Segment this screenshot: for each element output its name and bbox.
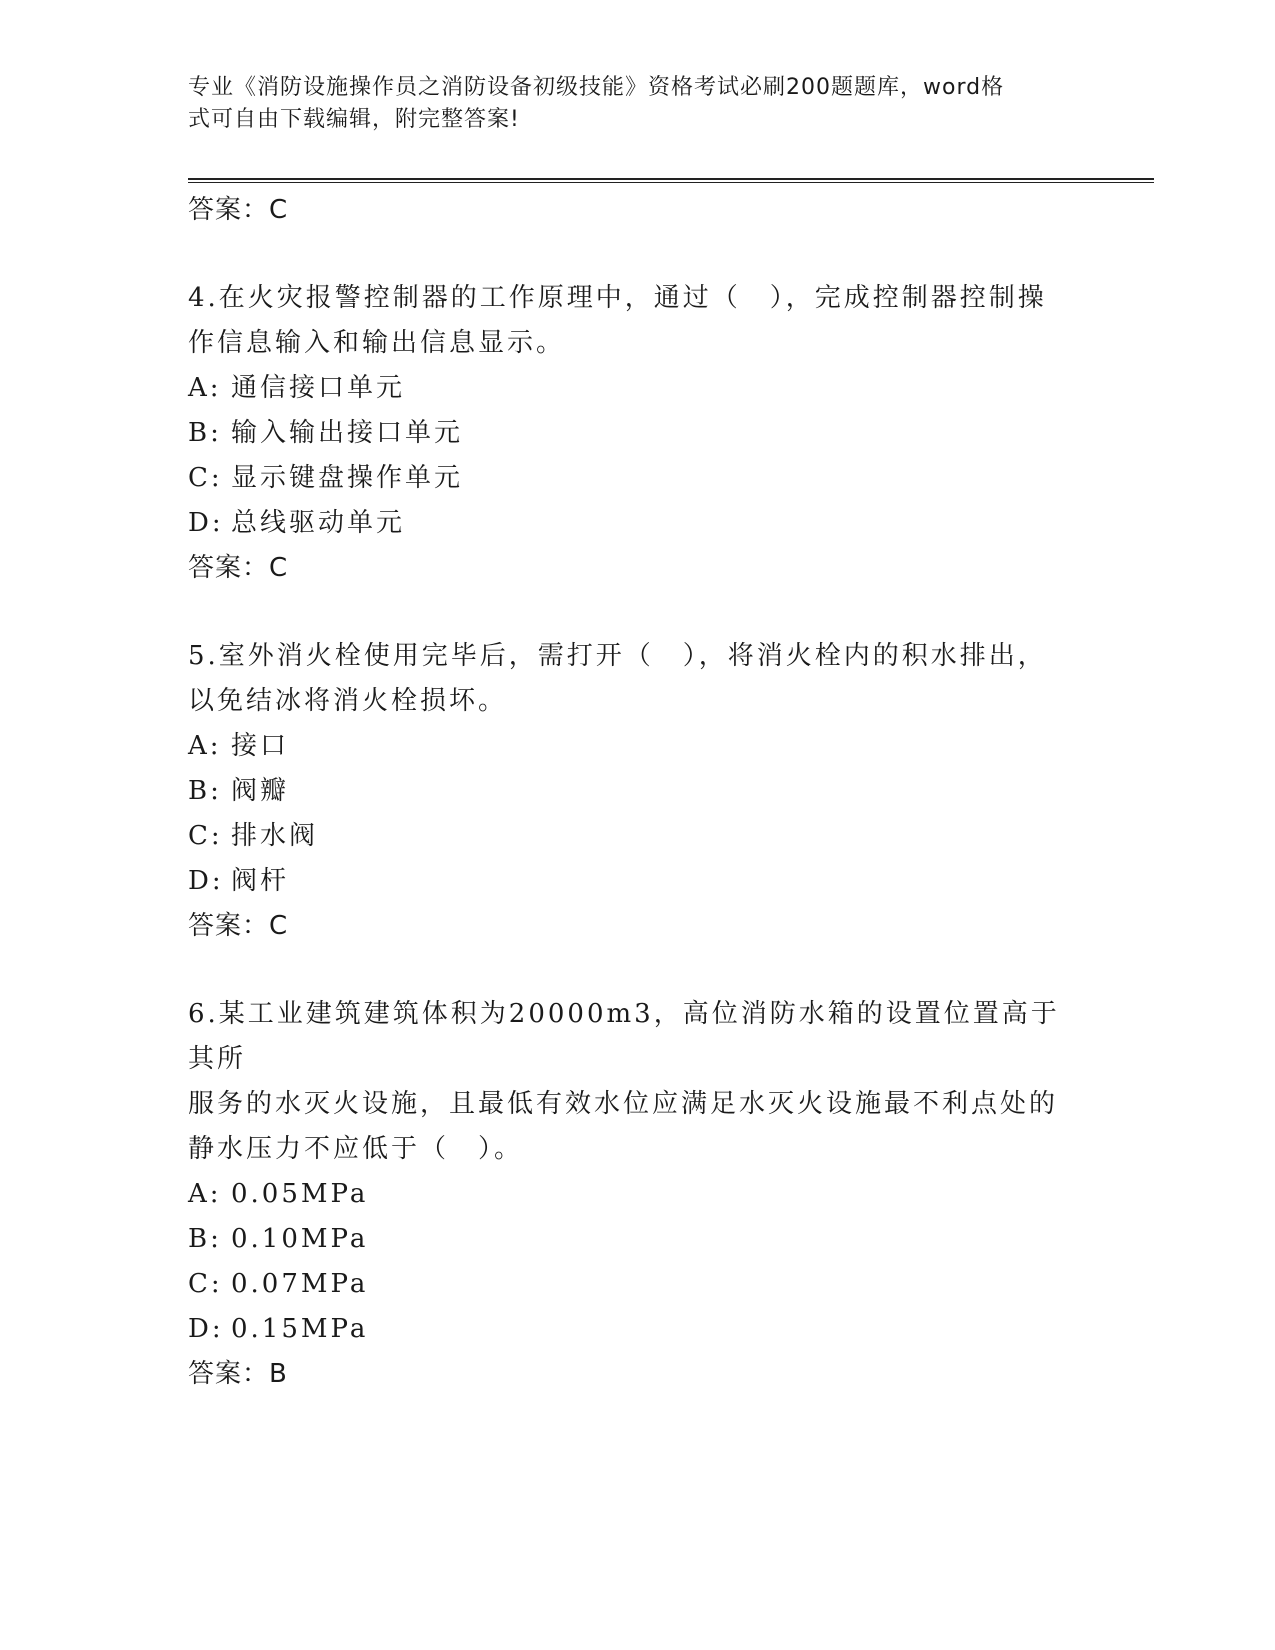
question-stem-line: 作信息输入和输出信息显示。 [188,328,566,358]
option-c [188,456,1088,501]
header-divider [188,178,1154,183]
header-line-2: 式可自由下载编辑，附完整答案! [188,107,520,132]
question-item [188,634,1088,949]
option-text: 阀杆 [231,866,290,896]
option-letter: B: [188,1224,222,1254]
option-letter: A: [188,731,222,761]
question-stem-line: 4.在火灾报警控制器的工作原理中，通过（ ），完成控制器控制操 [188,283,1047,313]
question-stem-line: 5.室外消火栓使用完毕后，需打开（ ），将消火栓内的积水排出， [188,641,1047,671]
question-stem-line: 静水压力不应低于（ ）。 [188,1134,524,1164]
question-list [188,188,1088,1397]
answer-line: 答案：B [188,1359,288,1389]
question-stem-line: 服务的水灭火设施，且最低有效水位应满足水灭火设施最不利点处的 [188,1089,1059,1119]
question-stem [188,276,1088,366]
option-b [188,411,1088,456]
option-b [188,1217,1088,1262]
option-text: 0.15MPa [231,1314,369,1344]
option-letter: A: [188,1179,222,1209]
option-letter: B: [188,418,222,448]
question-stem [188,992,1088,1172]
option-letter: A: [188,373,222,403]
option-d [188,859,1088,904]
option-text: 阀瓣 [231,776,290,806]
page-header [188,72,1088,136]
option-letter: C: [188,821,223,851]
option-c [188,1262,1088,1307]
option-text: 输入输出接口单元 [231,418,464,448]
header-line-1: 专业《消防设施操作员之消防设备初级技能》资格考试必刷200题题库，word格 [188,75,1005,100]
option-letter: D: [188,866,224,896]
option-a [188,724,1088,769]
option-letter: B: [188,776,222,806]
option-text: 总线驱动单元 [231,508,406,538]
option-text: 0.10MPa [231,1224,369,1254]
option-letter: D: [188,508,224,538]
option-text: 接口 [231,731,290,761]
answer-line: 答案：C [188,195,289,225]
question-stem-line: 6.某工业建筑建筑体积为20000m3，高位消防水箱的设置位置高于其所 [188,999,1060,1074]
option-c [188,814,1088,859]
question-item [188,276,1088,591]
option-d [188,1307,1088,1352]
option-text: 通信接口单元 [231,373,406,403]
option-text: 排水阀 [231,821,319,851]
option-text: 显示键盘操作单元 [231,463,464,493]
option-letter: C: [188,1269,223,1299]
option-letter: D: [188,1314,224,1344]
question-item [188,992,1088,1397]
option-text: 0.05MPa [231,1179,369,1209]
option-a [188,1172,1088,1217]
option-d [188,501,1088,546]
option-text: 0.07MPa [231,1269,369,1299]
option-letter: C: [188,463,223,493]
option-a [188,366,1088,411]
answer-line: 答案：C [188,911,289,941]
question-stem-line: 以免结冰将消火栓损坏。 [188,686,508,716]
question-stem [188,634,1088,724]
option-b [188,769,1088,814]
answer-line: 答案：C [188,553,289,583]
